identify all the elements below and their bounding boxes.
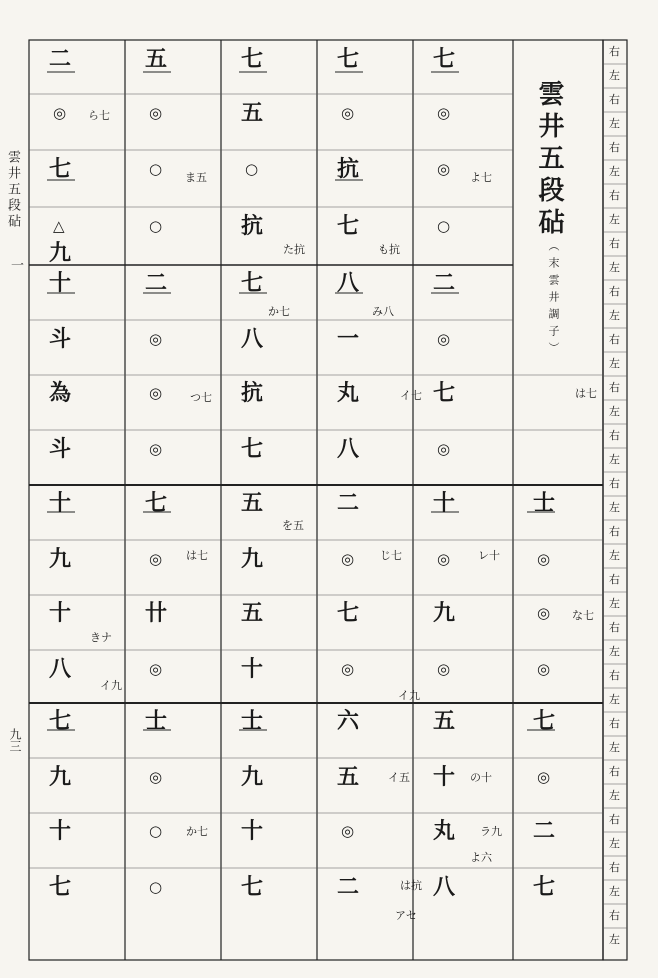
note-cell: 七	[241, 270, 264, 296]
right-label: 左	[609, 741, 620, 754]
annotation: イ七	[400, 389, 422, 402]
right-label: 左	[609, 69, 620, 82]
note-cell: 五	[433, 708, 456, 734]
right-label: 左	[609, 789, 620, 802]
note-cell: ◎	[341, 660, 355, 678]
note-cell: 八	[241, 326, 264, 352]
note-cell: 七	[533, 874, 556, 900]
note-cell: 九	[433, 600, 456, 626]
right-label: 右	[609, 429, 620, 442]
note-cell: ◎	[149, 440, 163, 458]
note-cell: 七	[49, 156, 72, 182]
note-cell: 五	[241, 490, 264, 516]
annotation: イ五	[388, 771, 410, 784]
note-cell: △	[53, 217, 65, 235]
note-cell: ◎	[437, 160, 451, 178]
side-header: 雲井五段砧	[5, 150, 20, 230]
note-cell: 七	[337, 600, 360, 626]
page-title: 雲井五段砧	[534, 80, 564, 240]
note-cell: 斗	[49, 436, 72, 462]
right-label: 左	[609, 549, 620, 562]
right-label: 左	[609, 453, 620, 466]
right-label: 右	[609, 45, 620, 58]
note-cell: 為	[49, 380, 72, 406]
note-cell: ◎	[437, 440, 451, 458]
note-cell: 七	[533, 708, 556, 734]
note-cell: 十	[433, 490, 456, 516]
note-cell: ○	[149, 878, 163, 896]
right-label: 右	[609, 669, 620, 682]
note-cell: 五	[337, 764, 360, 790]
note-cell: 十	[49, 818, 72, 844]
note-cell: ◎	[437, 104, 451, 122]
note-cell: ○	[437, 217, 451, 235]
note-cell: ◎	[437, 660, 451, 678]
right-label: 左	[609, 837, 620, 850]
page-number: 九三	[8, 728, 22, 752]
right-label: 右	[609, 573, 620, 586]
note-cell: ◎	[537, 550, 551, 568]
note-cell: 七	[49, 708, 72, 734]
annotation: の十	[470, 771, 492, 784]
note-cell: 七	[241, 46, 264, 72]
note-cell: 六	[337, 708, 360, 734]
note-cell: 九	[241, 764, 264, 790]
annotation: レ十	[478, 549, 500, 562]
annotation: つ七	[190, 391, 212, 404]
note-cell: 八	[49, 656, 72, 682]
annotation: か七	[268, 305, 290, 318]
annotation: ラ九	[480, 825, 502, 838]
right-label: 右	[609, 333, 620, 346]
note-cell: 十	[49, 270, 72, 296]
note-cell: ◎	[341, 550, 355, 568]
note-cell: ◎	[437, 330, 451, 348]
note-cell: 斗	[49, 326, 72, 352]
note-cell: 九	[49, 546, 72, 572]
note-cell: ◎	[53, 104, 67, 122]
note-cell: 士	[145, 708, 168, 734]
right-label: 左	[609, 645, 620, 658]
note-cell: 十	[49, 600, 72, 626]
note-cell: ◎	[149, 104, 163, 122]
note-cell: 二	[337, 874, 360, 900]
annotation: ま五	[185, 171, 207, 184]
note-cell: 八	[433, 874, 456, 900]
note-cell: 十	[433, 764, 456, 790]
note-cell: 一	[337, 326, 360, 352]
note-cell: ◎	[149, 660, 163, 678]
note-cell: ◎	[537, 604, 551, 622]
note-cell: ○	[149, 160, 163, 178]
right-label: 右	[609, 381, 620, 394]
right-label: 右	[609, 477, 620, 490]
right-label: 左	[609, 117, 620, 130]
annotation: きナ	[90, 631, 112, 644]
right-label: 右	[609, 141, 620, 154]
right-label: 右	[609, 909, 620, 922]
note-cell: 五	[241, 600, 264, 626]
right-label: 右	[609, 93, 620, 106]
note-cell: 二	[145, 270, 168, 296]
note-cell: ◎	[537, 768, 551, 786]
note-cell: 七	[433, 380, 456, 406]
right-label: 右	[609, 813, 620, 826]
note-cell: ○	[245, 160, 259, 178]
annotation: を五	[282, 519, 304, 532]
note-cell: 九	[241, 546, 264, 572]
annotation: た抗	[283, 243, 305, 256]
right-label: 左	[609, 213, 620, 226]
note-cell: 七	[241, 874, 264, 900]
right-label: 右	[609, 621, 620, 634]
annotation: み八	[372, 305, 394, 318]
right-label: 左	[609, 165, 620, 178]
side-section-number: 一	[8, 258, 23, 271]
note-cell: ◎	[149, 768, 163, 786]
note-cell: 十	[241, 656, 264, 682]
note-cell: 七	[337, 213, 360, 239]
annotation: は七	[575, 387, 597, 400]
note-cell: 抗	[241, 380, 264, 406]
right-label: 左	[609, 597, 620, 610]
note-cell: ◎	[149, 384, 163, 402]
right-label: 左	[609, 501, 620, 514]
note-cell: 丸	[433, 818, 456, 844]
note-cell: 十	[241, 818, 264, 844]
annotation: か七	[186, 825, 208, 838]
right-label: 右	[609, 861, 620, 874]
note-cell: 七	[145, 490, 168, 516]
annotation: は七	[186, 549, 208, 562]
note-cell: ◎	[537, 660, 551, 678]
note-cell: 十	[49, 490, 72, 516]
note-cell: 五	[241, 100, 264, 126]
right-label: 左	[609, 357, 620, 370]
note-cell: 士	[533, 490, 556, 516]
note-cell: 二	[337, 490, 360, 516]
right-label: 右	[609, 525, 620, 538]
right-label: 左	[609, 693, 620, 706]
note-cell: 七	[49, 874, 72, 900]
note-cell: 七	[241, 436, 264, 462]
right-label: 左	[609, 933, 620, 946]
note-cell: 二	[533, 818, 556, 844]
right-label: 右	[609, 285, 620, 298]
note-cell: ◎	[341, 822, 355, 840]
annotation: は抗	[400, 879, 422, 892]
note-cell: 抗	[241, 213, 264, 239]
annotation: な七	[572, 609, 594, 622]
note-cell: 九	[49, 764, 72, 790]
right-label: 右	[609, 237, 620, 250]
note-cell: 八	[337, 270, 360, 296]
note-cell: 七	[337, 46, 360, 72]
note-cell: ◎	[437, 550, 451, 568]
note-cell: 二	[433, 270, 456, 296]
annotation: じ七	[380, 549, 402, 562]
right-label: 右	[609, 765, 620, 778]
note-cell: ◎	[341, 104, 355, 122]
right-label: 左	[609, 405, 620, 418]
annotation: ら七	[88, 109, 110, 122]
note-cell: 丸	[337, 380, 360, 406]
note-cell: ◎	[149, 550, 163, 568]
annotation: イ九	[100, 679, 122, 692]
right-label: 左	[609, 309, 620, 322]
note-cell: 士	[241, 708, 264, 734]
right-label: 左	[609, 885, 620, 898]
note-cell: 抗	[337, 156, 360, 182]
note-cell: 七	[433, 46, 456, 72]
note-cell: ◎	[149, 330, 163, 348]
annotation: イ九	[398, 689, 420, 702]
note-cell: 五	[145, 46, 168, 72]
right-label: 右	[609, 717, 620, 730]
note-cell: 卄	[145, 600, 168, 626]
note-cell: ○	[149, 822, 163, 840]
right-label: 左	[609, 261, 620, 274]
page-subtitle: （末雲井調子）	[547, 240, 560, 359]
annotation: よ六	[470, 851, 492, 864]
note-cell: 九	[49, 240, 72, 266]
note-cell: ○	[149, 217, 163, 235]
note-cell: 二	[49, 46, 72, 72]
annotation: も抗	[378, 243, 400, 256]
note-cell: 八	[337, 436, 360, 462]
annotation: よ七	[470, 171, 492, 184]
right-label: 右	[609, 189, 620, 202]
annotation: アセ	[395, 909, 417, 922]
